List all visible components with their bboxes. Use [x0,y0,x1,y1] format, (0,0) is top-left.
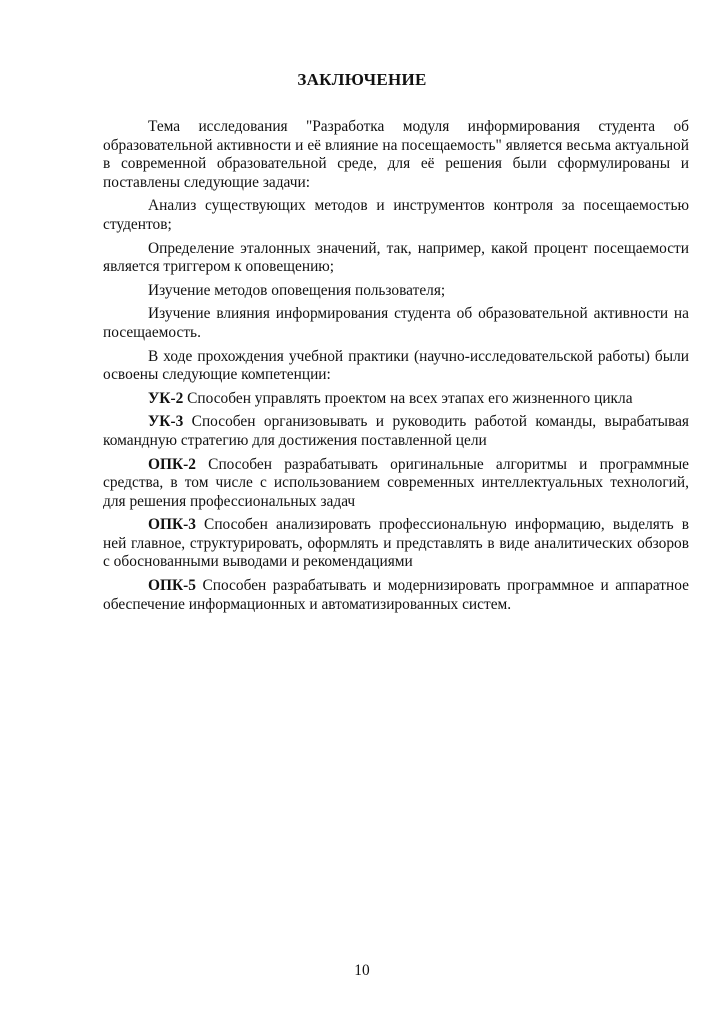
competency-text: Способен разрабатывать и модернизировать программное и аппаратное обеспечение информационных и автоматизированных систем. [103,577,689,613]
competencies-intro-paragraph: В ходе прохождения учебной практики (научно-исследовательской работы) были освоены следующие компетенции: [103,347,689,384]
competency-item [103,413,689,450]
competency-item [103,516,689,572]
competency-text: Способен организовывать и руководить работой команды, вырабатывая командную стратегию для достижения поставленной цели [103,413,689,449]
page-number: 10 [354,962,370,979]
competency-text: Способен разрабатывать оригинальные алгоритмы и программные средства, в том числе с использованием современных интеллектуальных технологий, для решения профессиональных задач [103,455,689,510]
competency-code: ОПК-2 [148,455,196,473]
competency-item [103,577,689,614]
competency-code: УК-2 [148,389,184,407]
task-item: Анализ существующих методов и инструментов контроля за посещаемостью студентов; [103,197,689,233]
page-title: ЗАКЛЮЧЕНИЕ [297,70,427,89]
task-item: Определение эталонных значений, так, например, какой процент посещаемости является триггером к оповещению; [103,239,689,276]
competency-item [103,390,689,409]
competency-text: Способен управлять проектом на всех этапах его жизненного цикла [183,389,633,407]
document-body [103,118,689,619]
competency-code: УК-3 [148,413,184,431]
task-item: Изучение методов оповещения пользователя; [148,281,446,299]
competency-text: Способен анализировать профессиональную информацию, выделять в ней главное, структурировать, оформлять и представлять в виде аналитических обзоров с обоснованными выводами и рекомендациями [103,516,689,571]
competency-code: ОПК-3 [148,516,196,534]
competency-code: ОПК-5 [148,577,196,595]
intro-paragraph: Тема исследования "Разработка модуля информирования студента об образовательной активности и её влияние на посещаемость" является весьма актуальной в современной образовательной среде, для её решения были сформулированы и поставлены следующие задачи: [103,118,689,191]
competency-item [103,456,689,512]
task-item: Изучение влияния информирования студента об образовательной активности на посещаемость. [103,305,689,341]
